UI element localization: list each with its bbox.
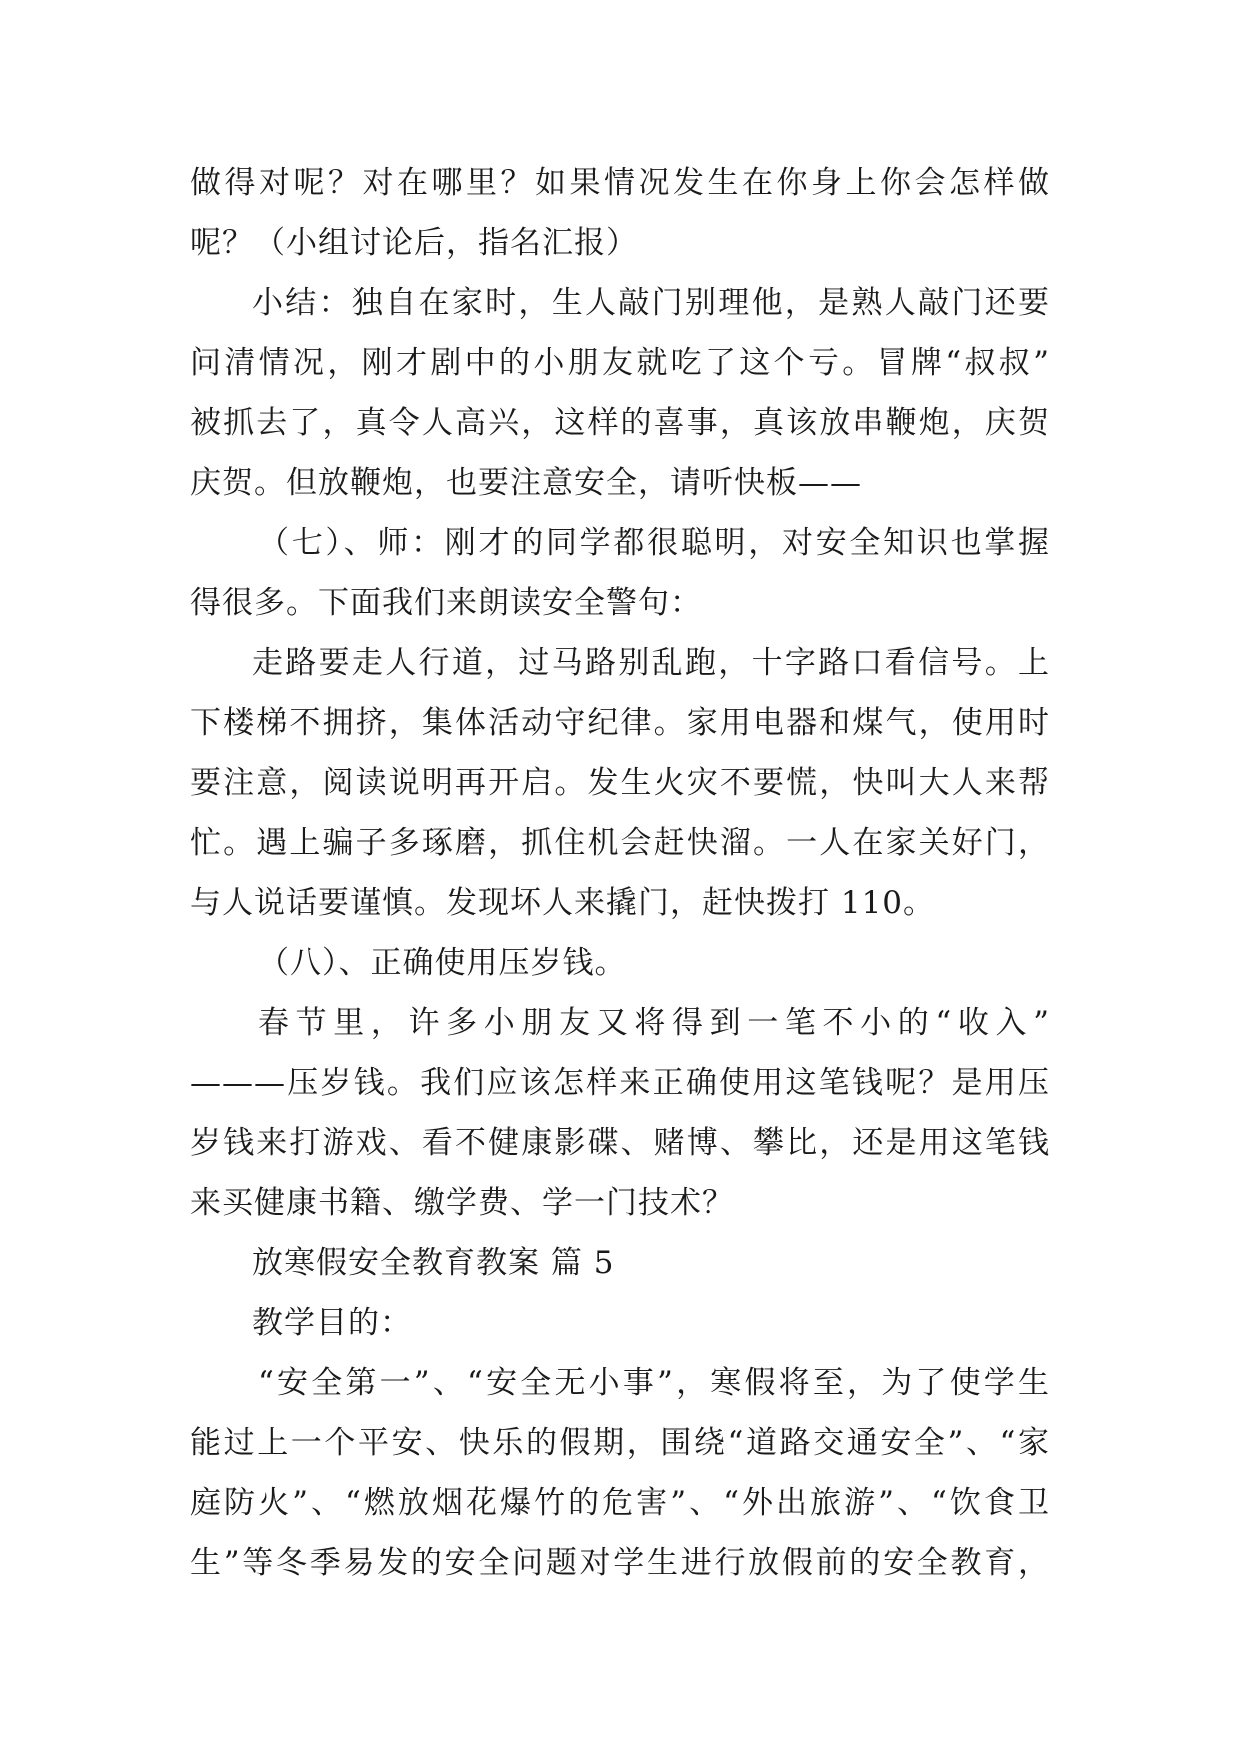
lesson-plan-title: 放寒假安全教育教案 篇 5 xyxy=(252,1245,615,1281)
purpose-paragraph-line: “安全第一”、“安全无小事”，寒假将至，为了使学生 xyxy=(258,1365,1050,1401)
paragraph-line: 岁钱来打游戏、看不健康影碟、赌博、攀比，还是用这笔钱 xyxy=(190,1125,1050,1161)
paragraph-line: 能过上一个平安、快乐的假期，围绕“道路交通安全”、“家 xyxy=(190,1425,1050,1461)
paragraph-line: 庆贺。但放鞭炮，也要注意安全，请听快板—— xyxy=(190,465,862,501)
spring-festival-line: 春节里，许多小朋友又将得到一笔不小的“收入” xyxy=(258,1005,1050,1041)
section-eight-heading: （八）、正确使用压岁钱。 xyxy=(258,945,627,981)
summary-paragraph-line: 小结：独自在家时，生人敲门别理他，是熟人敲门还要 xyxy=(252,285,1050,321)
safety-slogan-line: 走路要走人行道，过马路别乱跑，十字路口看信号。上 xyxy=(252,645,1050,681)
paragraph-line: 生”等冬季易发的安全问题对学生进行放假前的安全教育， xyxy=(190,1545,1050,1581)
paragraph-line: 做得对呢？对在哪里？如果情况发生在你身上你会怎样做 xyxy=(190,165,1050,201)
paragraph-line: 忙。遇上骗子多琢磨，抓住机会赶快溜。一人在家关好门， xyxy=(190,825,1050,861)
paragraph-line: 被抓去了，真令人高兴，这样的喜事，真该放串鞭炮，庆贺 xyxy=(190,405,1050,441)
paragraph-line: 与人说话要谨慎。发现坏人来撬门，赶快拨打 110。 xyxy=(190,885,936,921)
paragraph-line: 呢？（小组讨论后，指名汇报） xyxy=(190,225,638,261)
paragraph-line: ———压岁钱。我们应该怎样来正确使用这笔钱呢？是用压 xyxy=(190,1065,1050,1101)
paragraph-line: 下楼梯不拥挤，集体活动守纪律。家用电器和煤气，使用时 xyxy=(190,705,1050,741)
paragraph-line: 问清情况，刚才剧中的小朋友就吃了这个亏。冒牌“叔叔” xyxy=(190,345,1050,381)
section-seven-line: （七）、师：刚才的同学都很聪明，对安全知识也掌握 xyxy=(258,525,1050,561)
teaching-purpose-heading: 教学目的： xyxy=(252,1305,412,1341)
paragraph-line: 要注意，阅读说明再开启。发生火灾不要慌，快叫大人来帮 xyxy=(190,765,1050,801)
paragraph-line: 得很多。下面我们来朗读安全警句： xyxy=(190,585,702,621)
paragraph-line: 庭防火”、“燃放烟花爆竹的危害”、“外出旅游”、“饮食卫 xyxy=(190,1485,1050,1521)
paragraph-line: 来买健康书籍、缴学费、学一门技术？ xyxy=(190,1185,734,1221)
